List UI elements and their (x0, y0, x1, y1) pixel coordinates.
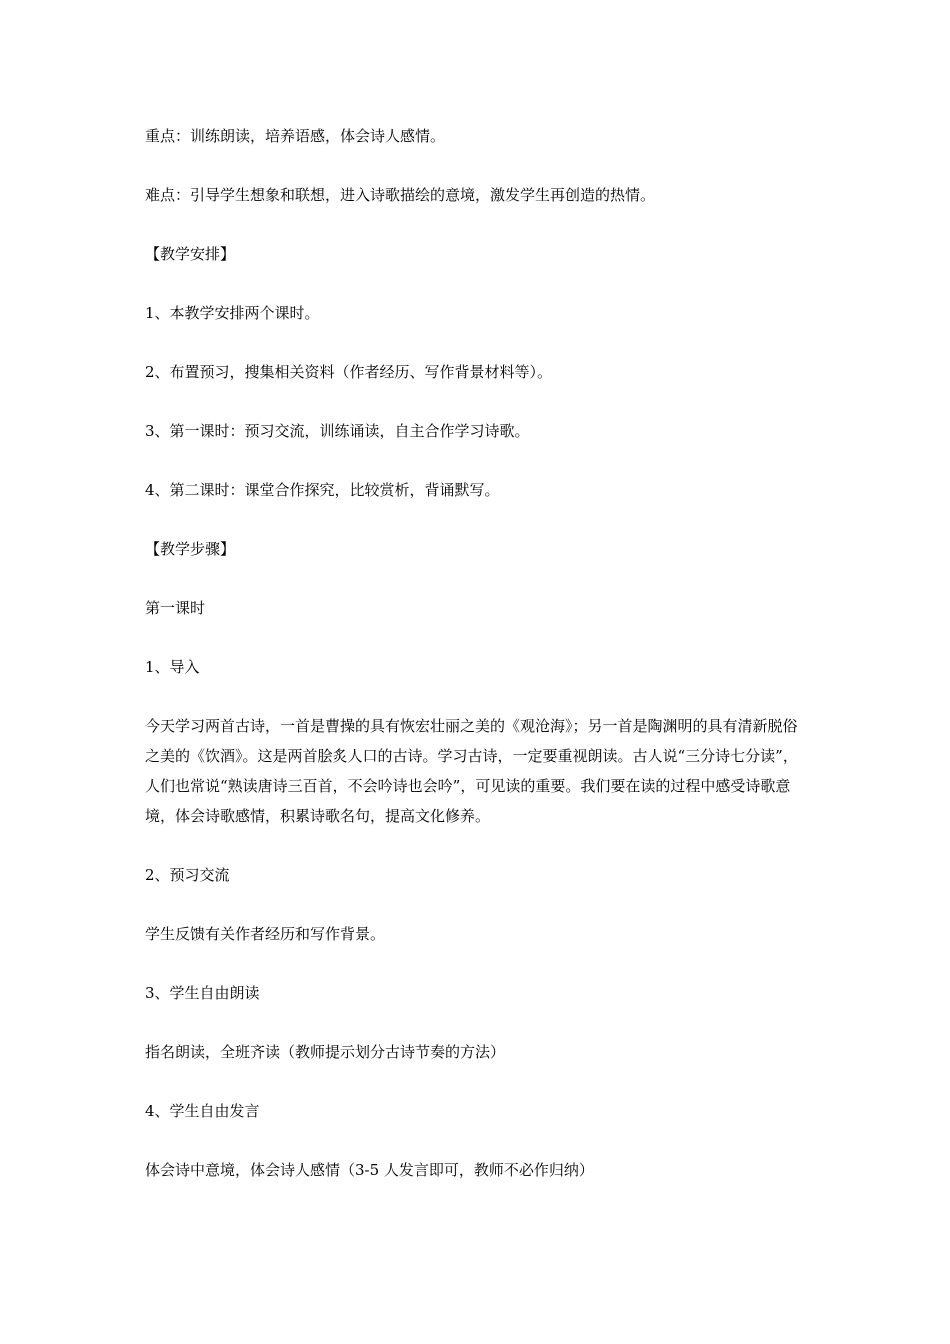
step3-title: 3、学生自由朗读 (145, 984, 260, 1002)
arrangement-item: 1、本教学安排两个课时。 (145, 304, 320, 322)
arrangement-heading: 【教学安排】 (145, 245, 236, 263)
focus-line: 重点：训练朗读，培养语感，体会诗人感情。 (145, 127, 446, 145)
step2-title: 2、预习交流 (145, 866, 230, 884)
arrangement-item: 2、布置预习，搜集相关资料（作者经历、写作背景材料等）。 (145, 363, 553, 381)
step4-text: 体会诗中意境，体会诗人感情（3-5 人发言即可，教师不必作归纳） (145, 1161, 594, 1179)
document-body (145, 121, 805, 1185)
step3-text: 指名朗读，全班齐读（教师提示划分古诗节奏的方法） (145, 1043, 506, 1061)
step1-text: 今天学习两首古诗，一首是曹操的具有恢宏壮丽之美的《观沧海》；另一首是陶渊明的具有清新脱俗之美的《饮酒》。这是两首脍炙人口的古诗。学习古诗，一定要重视朗读。古人说“三分诗七分读”，人们也常说“熟读唐诗三百首，不会吟诗也会吟”，可见读的重要。我们要在读的过程中感受诗歌意境，体会诗歌感情，积累诗歌名句，提高文化修养。 (145, 717, 798, 825)
step2-text: 学生反馈有关作者经历和写作背景。 (145, 925, 386, 943)
steps-heading: 【教学步骤】 (145, 540, 236, 558)
difficulty-line: 难点：引导学生想象和联想，进入诗歌描绘的意境，激发学生再创造的热情。 (145, 186, 656, 204)
step4-title: 4、学生自由发言 (145, 1102, 260, 1120)
arrangement-item: 4、第二课时：课堂合作探究，比较赏析，背诵默写。 (145, 481, 500, 499)
step1-title: 1、导入 (145, 658, 200, 676)
lesson-one-title: 第一课时 (145, 599, 206, 617)
arrangement-item: 3、第一课时：预习交流，训练诵读，自主合作学习诗歌。 (145, 422, 530, 440)
